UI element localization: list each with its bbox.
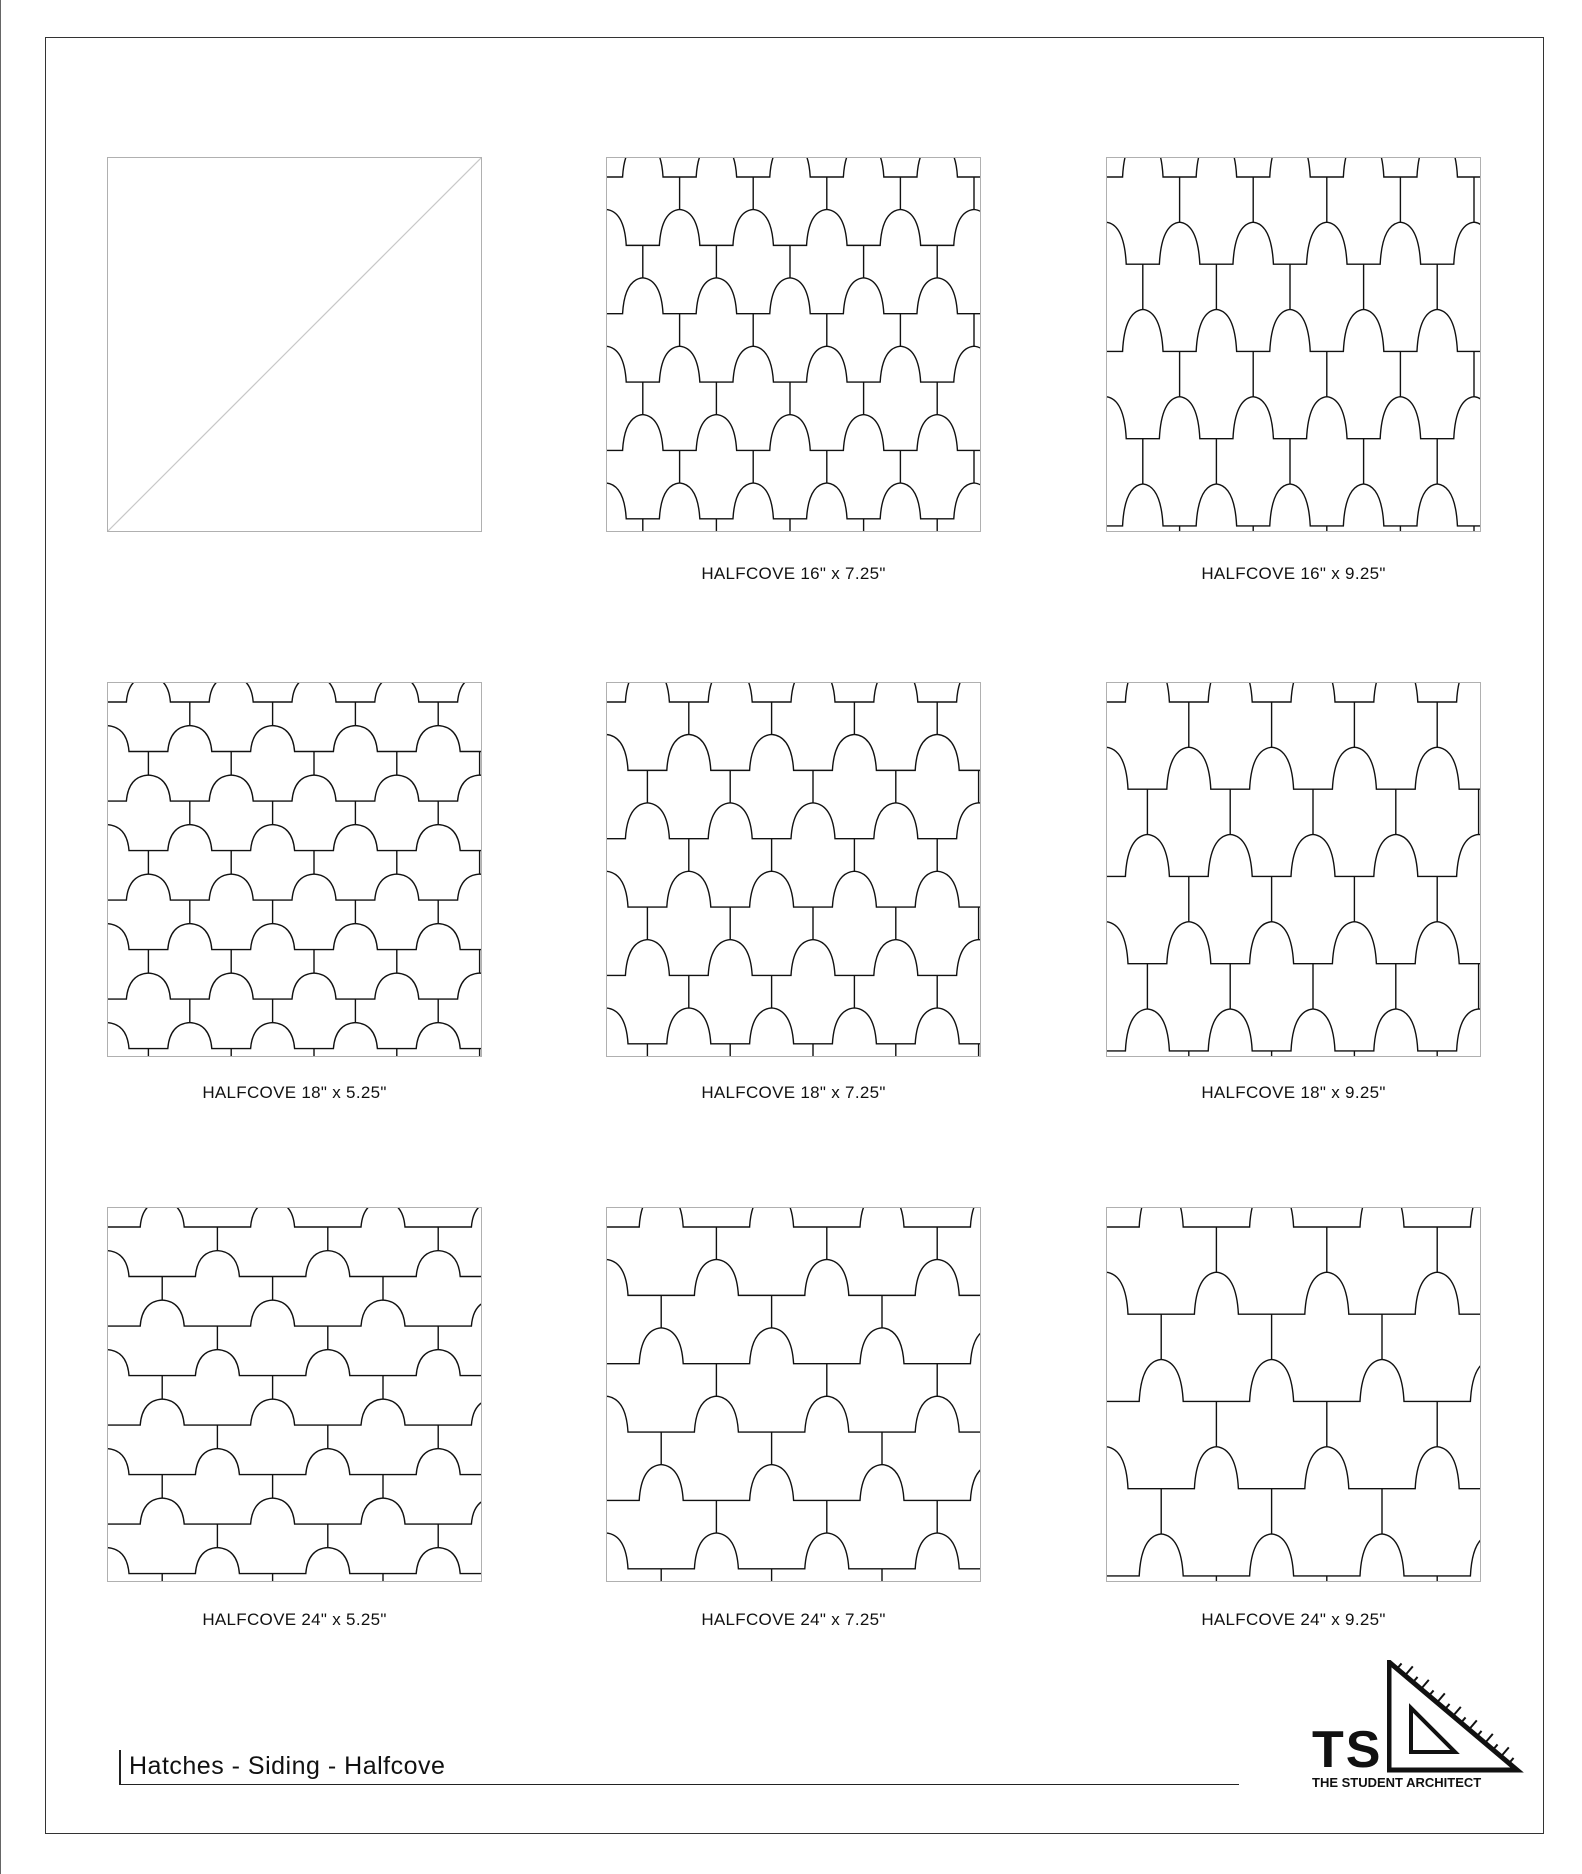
logo-initials: TS: [1312, 1721, 1383, 1779]
hatch-course-line: [606, 803, 981, 839]
tile-frame: [1107, 683, 1481, 1057]
hatch-course-line: [606, 157, 981, 177]
hatch-course-line: [606, 1465, 981, 1501]
title-block-divider: [119, 1750, 121, 1785]
hatch-course-line: [606, 871, 981, 907]
hatch-course-line: [606, 415, 981, 451]
hatch-course-line: [606, 346, 981, 382]
hatch-course-line: [107, 682, 482, 702]
tile-caption: HALFCOVE 24" x 7.25": [701, 1610, 886, 1629]
hatch-course-line: [107, 726, 482, 752]
hatch-tile: [606, 682, 981, 1057]
hatch-course-line: [1106, 309, 1481, 351]
hatch-course-line: [606, 940, 981, 976]
hatch-tile: [1106, 157, 1481, 532]
hatch-course-line: [107, 1251, 482, 1277]
hatch-course-line: [1106, 1272, 1481, 1314]
hatch-tile: [1106, 1207, 1481, 1582]
hatch-course-line: [1106, 834, 1481, 876]
hatch-course-line: [606, 1259, 981, 1295]
ruler-tick: [1485, 1734, 1493, 1743]
ruler-tick: [1453, 1707, 1461, 1716]
hatch-course-line: [1106, 484, 1481, 526]
hatch-course-line: [107, 1399, 482, 1425]
hatch-course-line: [1106, 747, 1481, 789]
hatch-course-line: [107, 825, 482, 851]
title-block-underline: [119, 1784, 1239, 1786]
logo: [1305, 1660, 1527, 1795]
tile-caption: HALFCOVE 16" x 7.25": [701, 564, 886, 583]
hatch-course-line: [107, 924, 482, 950]
title-block: [119, 1750, 1239, 1785]
hatch-tile: [606, 1207, 981, 1582]
tile-caption: HALFCOVE 24" x 9.25": [1201, 1610, 1386, 1629]
hatch-course-line: [107, 874, 482, 900]
hatch-course-line: [606, 278, 981, 314]
tile-frame: [108, 683, 482, 1057]
ruler-tick: [1405, 1666, 1413, 1675]
tile-frame: [607, 683, 981, 1057]
hatch-tile: [606, 157, 981, 532]
hatch-course-line: [606, 483, 981, 519]
hatch-course-line: [107, 1023, 482, 1049]
hatch-course-line: [107, 1449, 482, 1475]
page-edge-line: [0, 0, 1, 1874]
diagonal-line: [107, 157, 482, 532]
hatch-course-line: [1106, 397, 1481, 439]
hatch-course-line: [1106, 157, 1481, 177]
tile-frame: [108, 1208, 482, 1582]
hatch-course-line: [606, 209, 981, 245]
ruler-tick: [1469, 1720, 1477, 1729]
logo-name: THE STUDENT ARCHITECT: [1312, 1775, 1482, 1790]
hatch-course-line: [107, 1350, 482, 1376]
hatch-course-line: [606, 1396, 981, 1432]
ruler-tick: [1437, 1693, 1445, 1702]
hatch-course-line: [1106, 1207, 1481, 1227]
hatch-tile: [107, 682, 482, 1057]
hatch-course-line: [606, 682, 981, 702]
tile-caption: HALFCOVE 16" x 9.25": [1201, 564, 1386, 583]
tile-frame: [607, 158, 981, 532]
hatch-course-line: [107, 1498, 482, 1524]
hatch-course-line: [107, 1207, 482, 1227]
hatch-tile: [107, 157, 482, 532]
tile-caption: HALFCOVE 18" x 5.25": [202, 1083, 387, 1102]
hatch-course-line: [606, 1008, 981, 1044]
tile-caption: HALFCOVE 24" x 5.25": [202, 1610, 387, 1629]
set-square-ruler-icon: [1387, 1660, 1527, 1778]
hatch-course-line: [107, 1548, 482, 1574]
tile-caption: HALFCOVE 18" x 7.25": [701, 1083, 886, 1102]
hatch-course-line: [606, 1328, 981, 1364]
hatch-course-line: [1106, 922, 1481, 964]
sheet-title: Hatches - Siding - Halfcove: [129, 1752, 446, 1780]
hatch-course-line: [107, 973, 482, 999]
hatch-tile: [1106, 682, 1481, 1057]
hatch-course-line: [107, 775, 482, 801]
tile-caption: HALFCOVE 18" x 9.25": [1201, 1083, 1386, 1102]
hatch-course-line: [1106, 222, 1481, 264]
hatch-course-line: [1106, 1359, 1481, 1401]
hatch-course-line: [1106, 682, 1481, 702]
hatch-tile: [107, 1207, 482, 1582]
hatch-course-line: [1106, 1447, 1481, 1489]
hatch-course-line: [606, 1207, 981, 1227]
hatch-course-line: [606, 1533, 981, 1569]
hatch-course-line: [1106, 1009, 1481, 1051]
tile-frame: [607, 1208, 981, 1582]
hatch-course-line: [107, 1300, 482, 1326]
hatch-course-line: [1106, 1534, 1481, 1576]
ruler-tick: [1501, 1747, 1509, 1756]
hatch-course-line: [606, 734, 981, 770]
ruler-tick: [1421, 1680, 1429, 1689]
